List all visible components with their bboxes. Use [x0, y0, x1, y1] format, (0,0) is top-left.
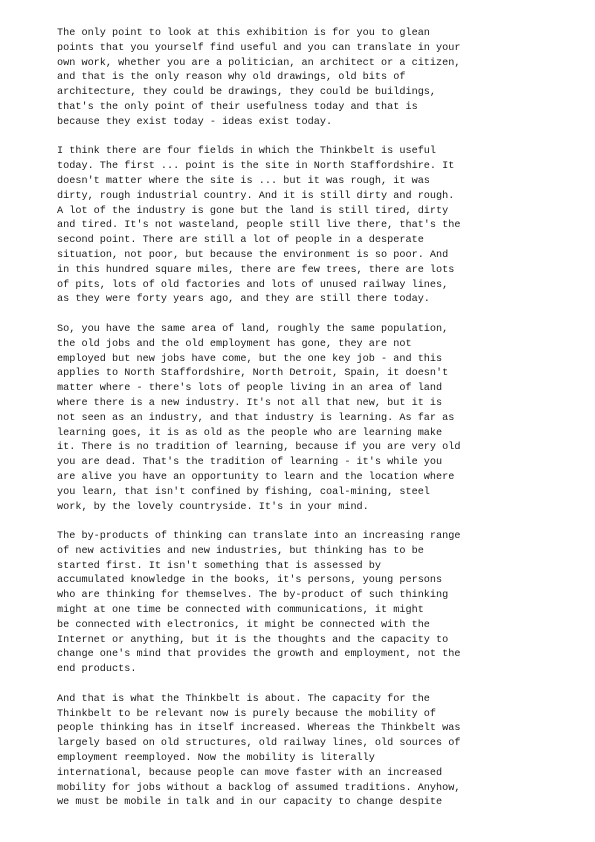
text-line: And that is what the Thinkbelt is about. The capacity for the — [57, 693, 430, 705]
text-line: architecture, they could be drawings, they could be buildings, — [57, 87, 437, 99]
text-line: might at one time be connected with communications, it might — [57, 605, 424, 617]
text-line: I think there are four fields in which the Thinkbelt is useful — [57, 146, 437, 158]
text-line: Internet or anything, but it is the thoughts and the capacity to — [57, 634, 449, 646]
text-line: people thinking has in itself increased. Whereas the Thinkbelt was — [57, 723, 461, 735]
text-line: in this hundred square miles, there are few trees, there are lots — [57, 264, 455, 276]
text-line: doesn't matter where the site is ... but it was rough, it was — [57, 175, 430, 187]
text-line: situation, not poor, but because the environment is so poor. And — [57, 249, 449, 261]
text-line: you are dead. That's the tradition of learning - it's while you — [57, 457, 443, 469]
text-line: where there is a new industry. It's not all that new, but it is — [57, 397, 443, 409]
text-line: A lot of the industry is gone but the land is still tired, dirty — [57, 205, 449, 217]
text-line: work, by the lovely countryside. It's in your mind. — [57, 501, 369, 513]
paragraph — [57, 145, 547, 308]
text-line: today. The first ... point is the site in North Staffordshire. It — [57, 161, 455, 173]
text-line: started first. It isn't something that is assessed by — [57, 560, 382, 572]
text-line: Thinkbelt to be relevant now is purely because the mobility of — [57, 708, 437, 720]
text-line: points that you yourself find useful and you can translate in your — [57, 42, 461, 54]
paragraph — [57, 530, 547, 678]
text-line: because they exist today - ideas exist today. — [57, 116, 333, 128]
text-line: dirty, rough industrial country. And it is still dirty and rough. — [57, 190, 455, 202]
text-line: end products. — [57, 664, 137, 676]
text-line: and that is the only reason why old drawings, old bits of — [57, 72, 406, 84]
text-line: own work, whether you are a politician, an architect or a citizen, — [57, 57, 461, 69]
text-line: change one's mind that provides the growth and employment, not the — [57, 649, 461, 661]
text-line: The only point to look at this exhibition is for you to glean — [57, 28, 430, 39]
paragraph — [57, 323, 547, 515]
text-line: accumulated knowledge in the books, it's persons, young persons — [57, 575, 443, 587]
text-line: and tired. It's not wasteland, people still live there, that's the — [57, 220, 461, 232]
text-line: it. There is no tradition of learning, because if you are very old — [57, 442, 461, 454]
text-line: employed but new jobs have come, but the one key job - and this — [57, 353, 443, 365]
text-line: of pits, lots of old factories and lots of unused railway lines, — [57, 279, 449, 291]
text-line: applies to North Staffordshire, North Detroit, Spain, it doesn't — [57, 368, 449, 380]
text-line: are alive you have an opportunity to learn and the location where — [57, 471, 455, 483]
text-line: mobility for jobs without a backlog of assumed traditions. Anyhow, — [57, 782, 461, 794]
text-line: learning goes, it is as old as the people who are learning make — [57, 427, 443, 439]
text-line: second point. There are still a lot of people in a desperate — [57, 235, 424, 247]
text-line: international, because people can move faster with an increased — [57, 767, 443, 779]
text-line: we must be mobile in talk and in our capacity to change despite — [57, 797, 443, 809]
text-line: you learn, that isn't confined by fishing, coal-mining, steel — [57, 486, 430, 498]
text-line: as they were forty years ago, and they are still there today. — [57, 294, 430, 306]
text-line: matter where - there's lots of people living in an area of land — [57, 383, 443, 395]
paragraph — [57, 693, 547, 811]
text-line: largely based on old structures, old railway lines, old sources of — [57, 738, 461, 750]
text-line: who are thinking for themselves. The by-product of such thinking — [57, 590, 449, 602]
text-line: that's the only point of their usefulness today and that is — [57, 101, 418, 113]
document-page — [57, 27, 547, 826]
text-line: not seen as an industry, and that industry is learning. As far as — [57, 412, 455, 424]
text-line: So, you have the same area of land, roughly the same population, — [57, 323, 449, 335]
text-line: of new activities and new industries, but thinking has to be — [57, 545, 424, 557]
text-line: employment reemployed. Now the mobility is literally — [57, 753, 375, 765]
text-line: the old jobs and the old employment has gone, they are not — [57, 338, 412, 350]
text-line: The by-products of thinking can translate into an increasing range — [57, 531, 461, 543]
paragraph — [57, 27, 547, 131]
text-line: be connected with electronics, it might be connected with the — [57, 619, 430, 631]
